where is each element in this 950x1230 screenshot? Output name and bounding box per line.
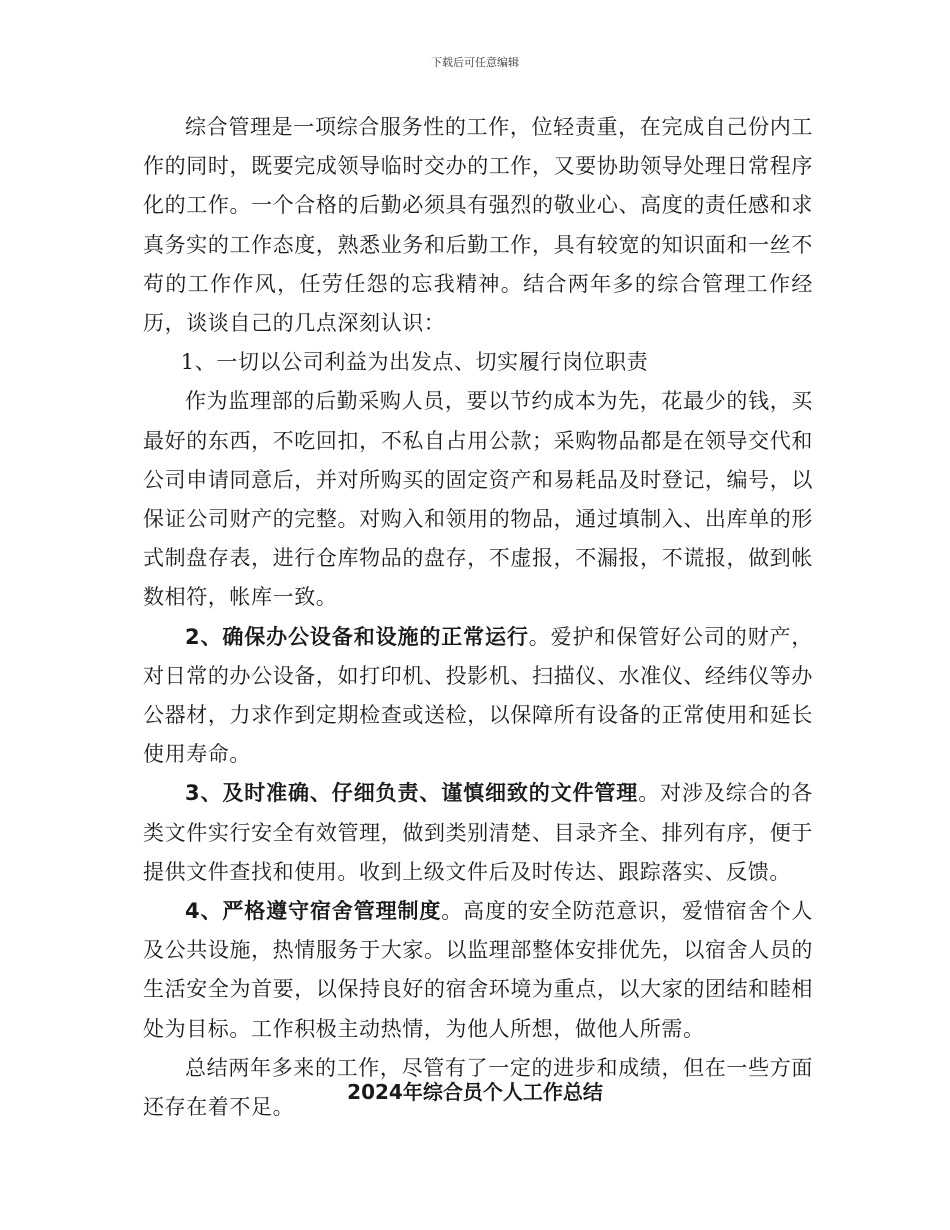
paragraph-text: 作为监理部的后勤采购人员，要以节约成本为先，花最少的钱，买最好的东西，不吃回扣，不私自占用公款；采购物品都是在领导交代和公司申请同意后，并对所购买的固定资产和易耗品及时登记，编号，以保证公司财产的完整。对购入和领用的物品，通过填制入、出库单的形式制盘存表，进行仓库物品的盘存，不虚报，不漏报，不谎报，做到帐数相符，帐库一致。 (143, 389, 813, 610)
page-header: 下载后可任意编辑 (431, 56, 519, 69)
paragraph-intro (143, 108, 813, 343)
paragraph-item-4 (143, 892, 813, 1049)
paragraph-text: 。爱护和保管好公司的财产，对日常的办公设备，如打印机、投影机、扫描仪、水准仪、经纬仪等办公器材，力求作到定期检查或送检，以保障所有设备的正常使用和延长使用寿命。 (143, 624, 813, 767)
paragraph-text: 总结两年多来的工作，尽管有了一定的进步和成绩，但在一些方面还存在着不足。 (143, 1055, 813, 1120)
paragraph-lead: 4、严格遵守宿舍管理制度 (185, 899, 442, 924)
paragraph-text: 。高度的安全防范意识，爱惜宿舍个人及公共设施，热情服务于大家。以监理部整体安排优先，以宿舍人员的生活安全为首要，以保持良好的宿舍环境为重点，以大家的团结和睦相处为目标。工作积极主动热情，为他人所想，做他人所需。 (143, 899, 813, 1041)
paragraph-item-3 (143, 774, 813, 892)
paragraph-text: 1、一切以公司利益为出发点、切实履行岗位职责 (180, 350, 649, 375)
paragraph-item-1 (143, 343, 813, 382)
paragraph-lead: 2、确保办公设备和设施的正常运行 (185, 624, 529, 649)
paragraph-item-2 (143, 618, 813, 775)
paragraph-procurement (143, 382, 813, 617)
paragraph-text: 。对涉及综合的各类文件实行安全有效管理，做到类别清楚、目录齐全、排列有序，便于提供文件查找和使用。收到上级文件后及时传达、跟踪落实、反馈。 (143, 781, 813, 884)
document-body (143, 108, 813, 1127)
document-title: 2024年综合员个人工作总结 (347, 1080, 603, 1104)
paragraph-lead: 3、及时准确、仔细负责、谨慎细致的文件管理 (185, 781, 639, 806)
paragraph-text: 综合管理是一项综合服务性的工作，位轻责重，在完成自己份内工作的同时，既要完成领导临时交办的工作，又要协助领导处理日常程序化的工作。一个合格的后勤必须具有强烈的敬业心、高度的责任感和求真务实的工作态度，熟悉业务和后勤工作，具有较宽的知识面和一丝不苟的工作作风，任劳任怨的忘我精神。结合两年多的综合管理工作经历，谈谈自己的几点深刻认识： (143, 115, 813, 336)
